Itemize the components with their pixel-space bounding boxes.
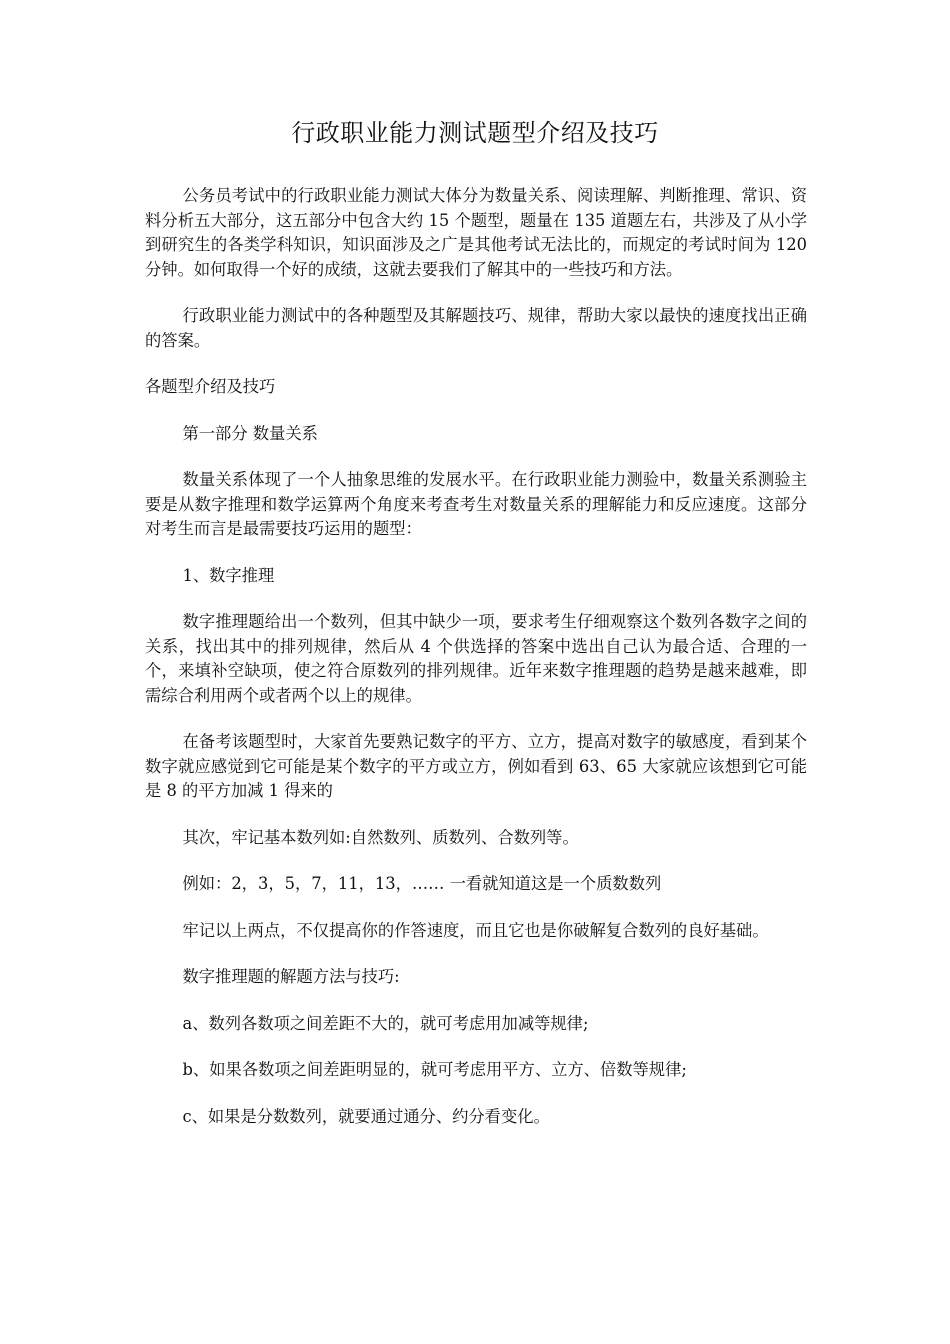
paragraph-methods-heading: 数字推理题的解题方法与技巧: (182, 967, 400, 986)
paragraph-quantity-relations: 数量关系体现了一个人抽象思维的发展水平。在行政职业能力测验中，数量关系测验主要是从数字推理和数学运算两个角度来考查考生对数量关系的理解能力和反应速度。这部分对考生而言是最需要技巧运用的题型： (145, 470, 807, 538)
paragraph-summary: 牢记以上两点，不仅提高你的作答速度，而且它也是你破解复合数列的良好基础。 (182, 920, 769, 940)
list-item-b: b、如果各数项之间差距明显的，就可考虑用平方、立方、倍数等规律; (182, 1060, 687, 1079)
paragraph-example: 例如：2，3，5，7，11，13，…… 一看就知道这是一个质数数列 (182, 874, 662, 893)
document-title: 行政职业能力测试题型介绍及技巧 (291, 119, 659, 147)
paragraph-basic-sequences: 其次，牢记基本数列如:自然数列、质数列、合数列等。 (182, 827, 579, 847)
document-body (145, 184, 807, 1151)
subsection-heading: 1、数字推理 (182, 565, 275, 585)
list-item-c: c、如果是分数数列，就要通过通分、约分看变化。 (182, 1106, 550, 1126)
paragraph-intro: 公务员考试中的行政职业能力测试大体分为数量关系、阅读理解、判断推理、常识、资料分析五大部分，这五部分中包含大约 15 个题型，题量在 135 道题左右，共涉及了从小学到研究生的各类学科知识，知识面涉及之广是其他考试无法比的，而规定的考试时间为 120 分钟。如何取得一个好的成绩，这就去要我们了解其中的一些技巧和方法。 (145, 186, 807, 279)
paragraph-purpose: 行政职业能力测试中的各种题型及其解题技巧、规律，帮助大家以最快的速度找出正确的答案。 (145, 306, 807, 350)
section-heading: 各题型介绍及技巧 (145, 377, 276, 396)
paragraph-number-reasoning: 数字推理题给出一个数列，但其中缺少一项，要求考生仔细观察这个数列各数字之间的关系，找出其中的排列规律，然后从 4 个供选择的答案中选出自己认为最合适、合理的一个，来填补空缺项，使之符合原数列的排列规律。近年来数字推理题的趋势是越来越难，即需综合利用两个或者两个以上的规律。 (145, 612, 807, 705)
list-item-a: a、数列各数项之间差距不大的，就可考虑用加减等规律; (182, 1013, 589, 1033)
part-heading: 第一部分 数量关系 (182, 423, 318, 443)
paragraph-preparation: 在备考该题型时，大家首先要熟记数字的平方、立方，提高对数字的敏感度，看到某个数字就应感觉到它可能是某个数字的平方或立方，例如看到 63、65 大家就应该想到它可能是 8 的平方加减 1 得来的 (145, 732, 807, 800)
